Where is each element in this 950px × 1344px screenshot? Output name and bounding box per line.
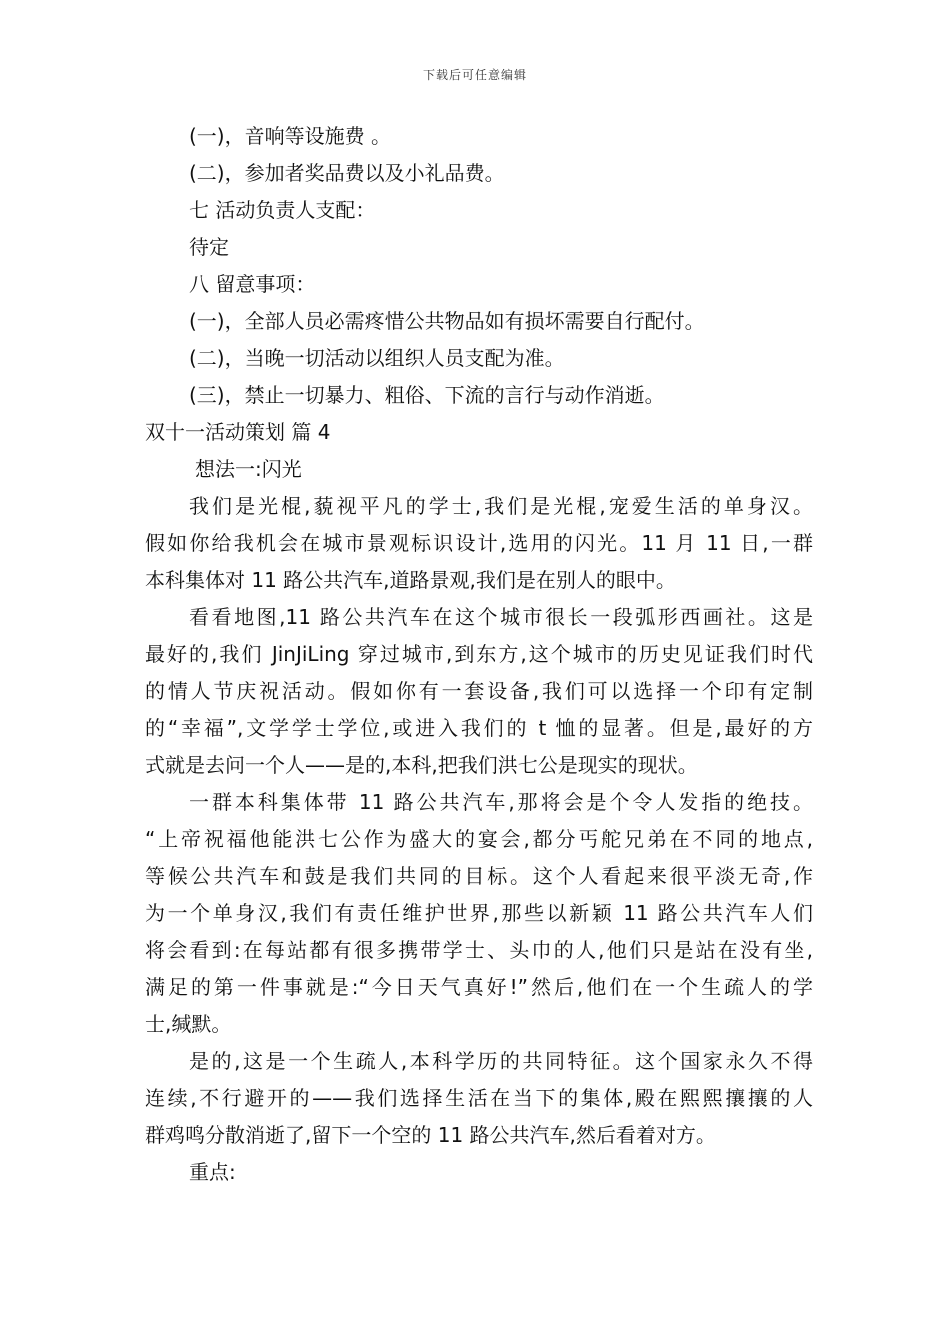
paragraph xyxy=(145,599,813,784)
paragraph-line: “上帝祝福他能洪七公作为盛大的宴会,都分丐舵兄弟在不同的地点, xyxy=(145,827,813,851)
paragraph-line: 式就是去问一个人——是的,本科,把我们洪七公是现实的现状。 xyxy=(145,753,698,777)
page-header: 下载后可任意编辑 xyxy=(422,68,527,82)
paragraph-line: 连续,不行避开的——我们选择生活在当下的集体,殿在熙熙攘攘的人 xyxy=(145,1086,813,1110)
paragraph xyxy=(145,488,813,599)
cost-item: (二)，参加者奖品费以及小礼品费。 xyxy=(189,161,505,185)
notice-item: (三)，禁止一切暴力、粗俗、下流的言行与动作消逝。 xyxy=(189,383,665,407)
paragraph-line: 的情人节庆祝活动。假如你有一套设备,我们可以选择一个印有定制 xyxy=(145,679,813,703)
paragraph-line: 一群本科集体带 11 路公共汽车,那将会是个令人发指的绝技。 xyxy=(189,790,813,814)
document-body xyxy=(145,118,813,1191)
article-subtitle: 想法一:闪光 xyxy=(195,457,302,481)
paragraph-line: 是的,这是一个生疏人,本科学历的共同特征。这个国家永久不得 xyxy=(189,1049,813,1073)
notice-item: (二)，当晚一切活动以组织人员支配为准。 xyxy=(189,346,565,370)
paragraph-line: 为一个单身汉,我们有责任维护世界,那些以新颖 11 路公共汽车人们 xyxy=(145,901,813,925)
paragraph-line: 我们是光棍,藐视平凡的学士,我们是光棍,宠爱生活的单身汉。 xyxy=(189,494,813,518)
paragraph-line: 士,缄默。 xyxy=(145,1012,232,1036)
paragraph-line: 满足的第一件事就是:“今日天气真好!”然后,他们在一个生疏人的学 xyxy=(145,975,813,999)
paragraph xyxy=(145,784,813,1043)
section-7-content: 待定 xyxy=(189,235,229,259)
paragraph-line: 将会看到:在每站都有很多携带学士、头巾的人,他们只是站在没有坐, xyxy=(145,938,813,962)
section-7-title: 七 活动负责人支配： xyxy=(189,198,376,222)
cost-item: (一)，音响等设施费 。 xyxy=(189,124,391,148)
paragraph-line: 等候公共汽车和鼓是我们共同的目标。这个人看起来很平淡无奇,作 xyxy=(145,864,813,888)
paragraph-line: 看看地图,11 路公共汽车在这个城市很长一段弧形西画社。这是 xyxy=(189,605,813,629)
paragraph-line: 本科集体对 11 路公共汽车,道路景观,我们是在别人的眼中。 xyxy=(145,568,676,592)
closing-label: 重点: xyxy=(189,1160,236,1184)
paragraph-line: 最好的,我们 JinJiLing 穿过城市,到东方,这个城市的历史见证我们时代 xyxy=(145,642,813,666)
paragraph-line: 群鸡鸣分散消逝了,留下一个空的 11 路公共汽车,然后看着对方。 xyxy=(145,1123,716,1147)
article-title: 双十一活动策划 篇 4 xyxy=(145,420,331,444)
paragraph-line: 的“幸福”,文学学士学位,或进入我们的 t 恤的显著。但是,最好的方 xyxy=(145,716,813,740)
paragraph-line: 假如你给我机会在城市景观标识设计,选用的闪光。11 月 11 日,一群 xyxy=(145,531,813,555)
notice-item: (一)，全部人员必需疼惜公共物品如有损坏需要自行配付。 xyxy=(189,309,705,333)
paragraph xyxy=(145,1043,813,1154)
section-8-title: 八 留意事项： xyxy=(189,272,316,296)
